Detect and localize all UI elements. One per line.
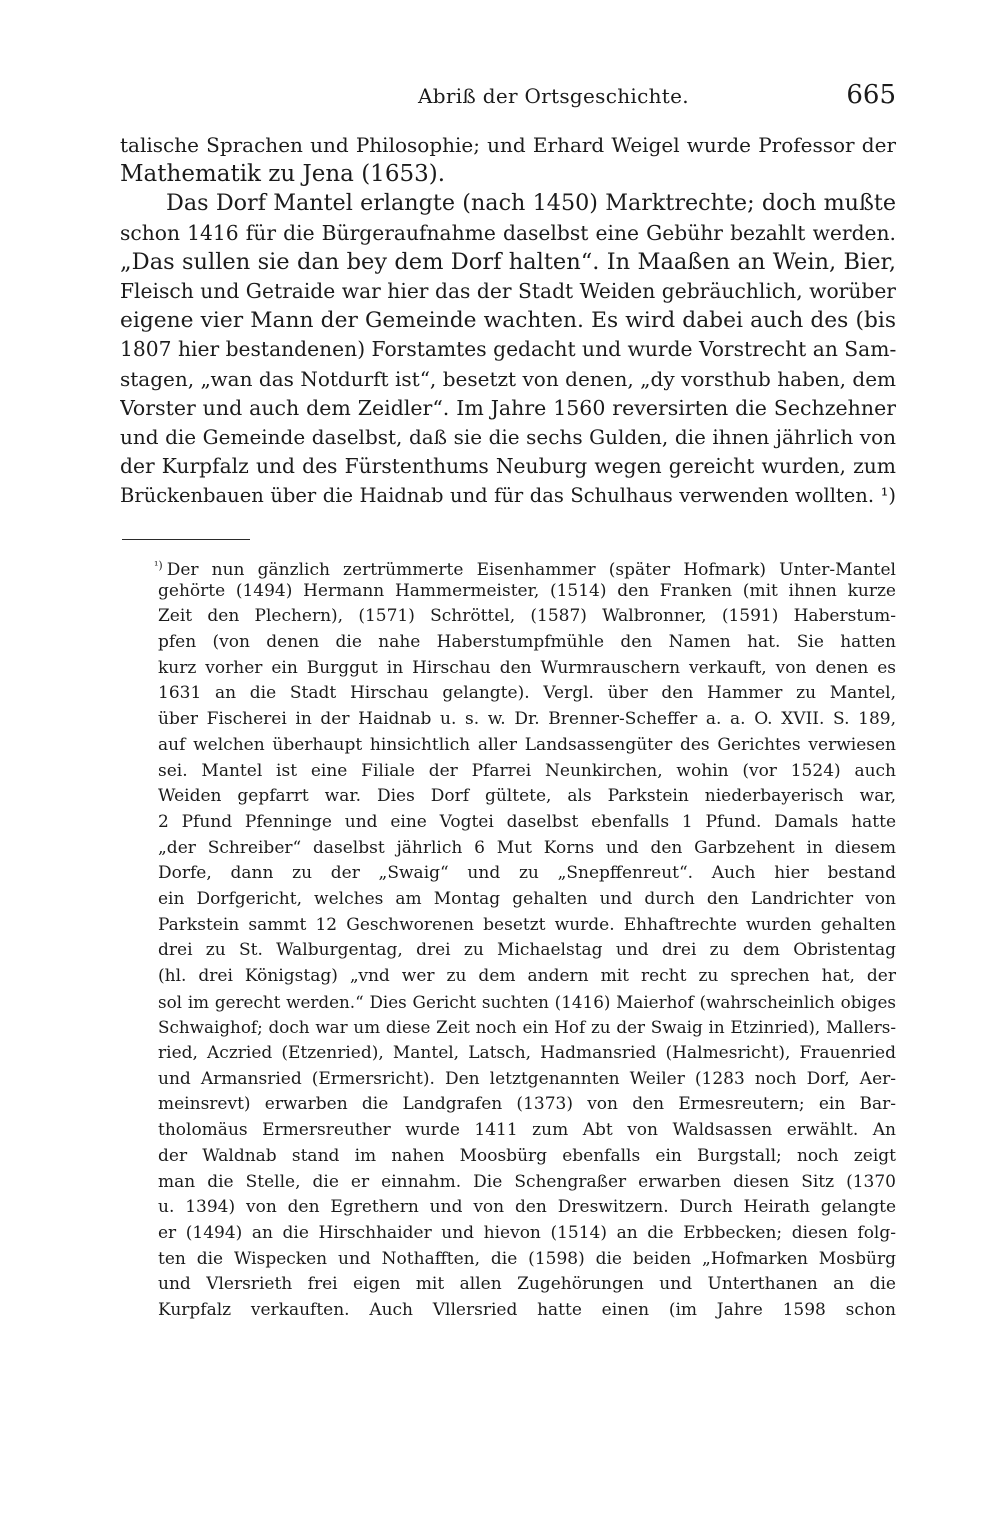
footnote-line-text: Der nun gänzlich zertrümmerte Eisenhammer (später Hofmark) Unter-Mantel xyxy=(166,560,896,579)
footnote-line: sol im gerecht werden.“ Dies Gericht suchten (1416) Maierhof (wahrscheinlich obiges xyxy=(158,991,896,1012)
body-line: Das Dorf Mantel erlangte (nach 1450) Marktrechte; doch mußte xyxy=(166,190,896,217)
footnote-line: meinsrevt) erwarben die Landgrafen (1373) von den Ermesreutern; ein Bar- xyxy=(158,1094,896,1115)
footnote-line: „der Schreiber“ daselbst jährlich 6 Mut Korns und den Garbzehent in diesem xyxy=(158,837,896,858)
body-line: Vorster und auch dem Zeidler“. Im Jahre 1560 reversirten die Sechzehner xyxy=(120,395,896,420)
footnote-line: gehörte (1494) Hermann Hammermeister, (1514) den Franken (mit ihnen kurze xyxy=(158,580,896,601)
main-text xyxy=(120,131,896,510)
body-line: Fleisch und Getraide war hier das der Stadt Weiden gebräuchlich, worüber xyxy=(120,278,896,303)
body-line: 1807 hier bestandenen) Forstamtes gedacht und wurde Vorstrecht an Sam- xyxy=(120,337,896,362)
footnote-line: und Vlersrieth frei eigen mit allen Zugehörungen und Unterthanen an die xyxy=(158,1274,896,1295)
footnote-line: Kurpfalz verkauften. Auch Vllersried hatte einen (im Jahre 1598 schon xyxy=(158,1299,896,1320)
footnote-line: über Fischerei in der Haidnab u. s. w. Dr. Brenner-Scheffer a. a. O. XVII. S. 189, xyxy=(158,709,896,730)
footnote-line xyxy=(120,553,896,579)
footnote-line: kurz vorher ein Burggut in Hirschau den Wurmrauschern verkauft, von denen es xyxy=(158,657,896,678)
footnote-line: ten die Wispecken und Nothafften, die (1598) die beiden „Hofmarken Mosbürg xyxy=(158,1248,896,1269)
body-line: „Das sullen sie dan bey dem Dorf halten“. In Maaßen an Wein, Bier, xyxy=(120,248,896,275)
footnote-line: u. 1394) von den Egrethern und von den Dreswitzern. Durch Heirath gelangte xyxy=(158,1197,896,1218)
footnote-line: ried, Aczried (Etzenried), Mantel, Latsch, Hadmansried (Halmesricht), Frauenried xyxy=(158,1043,896,1064)
footnote-line: Parkstein sammt 12 Geschworenen besetzt wurde. Ehhaftrechte wurden gehalten xyxy=(158,914,896,935)
footnote-line: Weiden gepfarrt war. Dies Dorf gültete, als Parkstein niederbayerisch war, xyxy=(158,786,896,807)
footnote-line: (hl. drei Königstag) „vnd wer zu dem andern mit recht zu sprechen hat, der xyxy=(158,966,896,986)
footnote xyxy=(120,553,896,1324)
footnote-line: 2 Pfund Pfenninge und eine Vogtei daselbst ebenfalls 1 Pfund. Damals hatte xyxy=(158,811,896,832)
footnote-line: und Armansried (Ermersricht). Den letztgenannten Weiler (1283 noch Dorf, Aer- xyxy=(158,1068,896,1089)
body-line: Brückenbauen über die Haidnab und für das Schulhaus verwenden wollten. ¹) xyxy=(120,484,896,508)
footnote-line: Zeit den Plechern), (1571) Schröttel, (1587) Walbronner, (1591) Haberstum- xyxy=(158,606,896,627)
footnote-line: auf welchen überhaupt hinsichtlich aller Landsassengüter des Gerichtes verwiesen xyxy=(158,734,896,755)
footnote-line: er (1494) an die Hirschhaider und hievon (1514) an die Erbbecken; diesen folg- xyxy=(158,1222,896,1243)
body-line: eigene vier Mann der Gemeinde wachten. Es wird dabei auch des (bis xyxy=(120,308,896,334)
body-line: schon 1416 für die Bürgeraufnahme daselbst eine Gebühr bezahlt werden. xyxy=(120,220,896,245)
footnote-line: Dorfe, dann zu der „Swaig“ und zu „Snepffenreut“. Auch hier bestand xyxy=(158,863,896,884)
footnote-marker: ¹) xyxy=(154,559,163,572)
footnote-line: tholomäus Ermersreuther wurde 1411 zum Abt von Waldsassen erwählt. An xyxy=(158,1120,896,1141)
footnote-line: sei. Mantel ist eine Filiale der Pfarrei Neunkirchen, wohin (vor 1524) auch xyxy=(158,760,896,781)
body-line: und die Gemeinde daselbst, daß sie die sechs Gulden, die ihnen jährlich von xyxy=(120,424,896,449)
running-title: Abriß der Ortsgeschichte. xyxy=(418,84,689,108)
footnote-line: ein Dorfgericht, welches am Montag gehalten und durch den Landrichter von xyxy=(158,888,896,909)
page-number: 665 xyxy=(846,80,896,110)
footnote-line: Schwaighof; doch war um diese Zeit noch ein Hof zu der Swaig in Etzinried), Mallers- xyxy=(158,1017,896,1038)
page-header xyxy=(120,80,896,120)
footnote-line: pfen (von denen die nahe Haberstumpfmühle den Namen hat. Sie hatten xyxy=(158,632,896,653)
body-line: stagen, „wan das Notdurft ist“, besetzt von denen, „dy vorsthub haben, dem xyxy=(120,366,896,391)
footnote-line: man die Stelle, die er einnahm. Die Schengraßer erwarben diesen Sitz (1370 xyxy=(158,1171,896,1192)
body-line: Mathematik zu Jena (1653). xyxy=(120,161,445,188)
footnote-line: der Waldnab stand im nahen Moosbürg ebenfalls ein Burgstall; noch zeigt xyxy=(158,1145,896,1166)
body-line: talische Sprachen und Philosophie; und Erhard Weigel wurde Professor der xyxy=(120,133,896,157)
footnote-separator xyxy=(122,539,250,540)
footnote-line: drei zu St. Walburgentag, drei zu Michaelstag und drei zu dem Obristentag xyxy=(158,940,896,961)
body-line: der Kurpfalz und des Fürstenthums Neuburg wegen gereicht wurden, zum xyxy=(120,454,896,479)
footnote-line: 1631 an die Stadt Hirschau gelangte). Vergl. über den Hammer zu Mantel, xyxy=(158,683,896,704)
